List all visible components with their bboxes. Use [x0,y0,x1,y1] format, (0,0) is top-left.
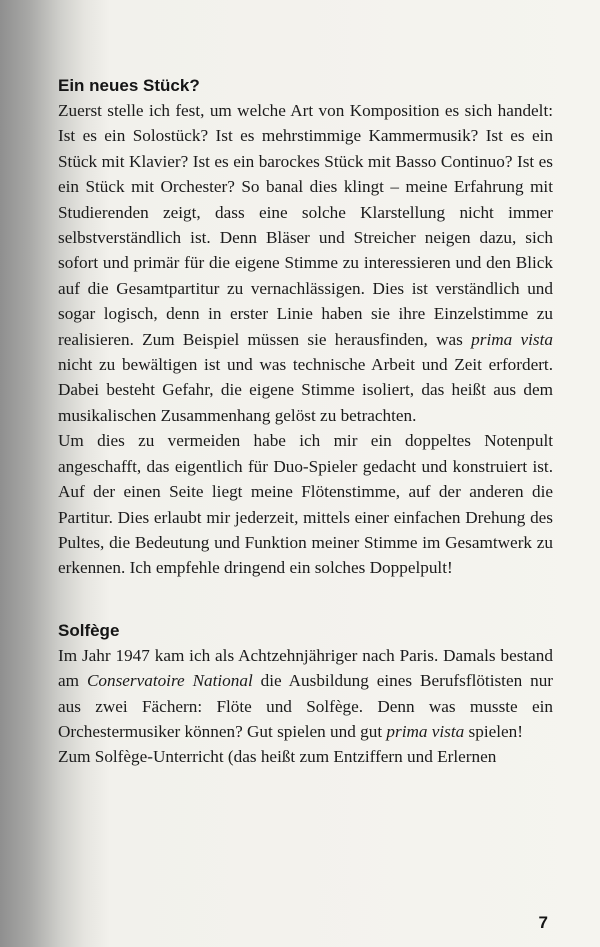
italic-text: Conservatoire National [86,671,253,691]
text-run: die Ausbildung eines Berufsflötisten nur aus zwei Fächern: Flöte und Solfège. Denn was musste ein Orchestermusiker können? Gut spielen und gut [58,671,554,741]
text-run: spielen! [464,721,523,741]
italic-text: prima vista [471,329,553,349]
page-content [58,74,553,770]
page-number: 7 [538,913,548,932]
section-heading-ein-neues-stueck: Ein neues Stück? [58,76,200,95]
text-run: Zuerst stelle ich fest, um welche Art von Komposition es sich handelt: Ist es ein Solostück? Ist es mehrstimmige Kammermusik? Ist es ein Stück mit Klavier? Ist es ein barockes Stück mit Basso Continuo? Ist es ein Stück mit Orchester? So banal dies klingt – meine Erfahrung mit Studierenden zeigt, dass eine solche Klarstellung nicht immer selbstverständlich ist. Denn Bläser und Streicher neigen dazu, sich sofort und primär für die eigene Stimme zu interessieren und den Blick auf die Gesamtpartitur zu vernachlässigen. Dies ist verständlich und sogar logisch, denn in erster Linie haben sie ihre Einzelstimme zu realisieren. Zum Beispiel müssen sie herausfinden, was [58,101,553,349]
paragraph: Um dies zu vermeiden habe ich mir ein doppeltes Notenpult angeschafft, das eigentlich für Duo-Spieler gedacht und konstruiert ist. Auf der einen Seite liegt meine Flötenstimme, auf der anderen die Partitur. Dies erlaubt mir jederzeit, mittels einer einfachen Drehung des Pultes, die Bedeutung und Funktion meiner Stimme im Gesamtwerk zu erkennen. Ich empfehle dringend ein solches Doppelpult! [58,431,553,578]
text-run: Im Jahr 1947 kam ich als Achtzehnjähriger nach Paris. Damals bestand am [58,645,553,691]
paragraph [58,98,553,428]
paragraph: Zum Solfège-Unterricht (das heißt zum Entziffern und Erlernen [58,747,497,767]
text-run: nicht zu bewältigen ist und was technische Arbeit und Zeit erfordert. Dabei besteht Gefahr, die eigene Stimme isoliert, das heißt aus dem musikalischen Zusammenhang gelöst zu betrachten. [58,355,553,425]
paragraph [58,643,553,745]
section-heading-solfege: Solfège [58,620,120,640]
italic-text: prima vista [386,721,465,741]
